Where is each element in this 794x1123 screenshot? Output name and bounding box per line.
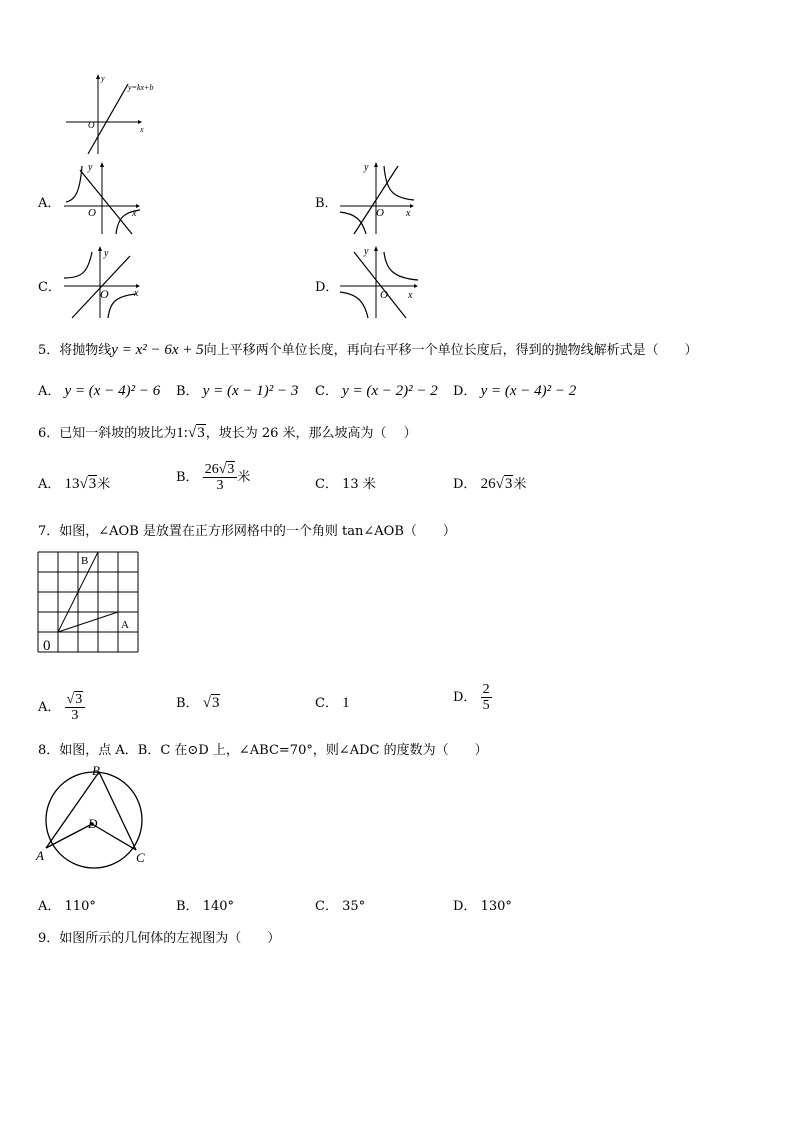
q8-option-c xyxy=(315,895,365,914)
option-text: 110° xyxy=(64,899,96,914)
origin-label: O xyxy=(88,207,96,219)
q4-option-c-graph xyxy=(60,244,144,320)
point-d-label: D xyxy=(88,816,98,831)
q7-option-a xyxy=(38,692,85,723)
fraction: $\frac{√3}{3}$ xyxy=(65,692,86,723)
question-7 xyxy=(38,520,456,539)
option-text: 13 米 xyxy=(342,477,376,492)
numerator: 2 xyxy=(482,682,490,697)
origin-label: O xyxy=(380,289,388,301)
fraction xyxy=(481,682,492,713)
math-expression: y = x² − 6x + 5 xyxy=(111,342,204,358)
question-number: 5． xyxy=(38,343,60,358)
x-label: x xyxy=(132,208,137,219)
option-text: 35° xyxy=(342,899,366,914)
point-a-label: A xyxy=(36,848,44,863)
radicand: 3 xyxy=(88,476,97,492)
y-label: y xyxy=(364,162,369,173)
option-letter: C． xyxy=(315,899,338,914)
question-text: 如图，∠AOB 是放置在正方形网格中的一个角则 tan∠AOB（ ） xyxy=(59,524,456,539)
option-letter: B． xyxy=(176,470,199,485)
option-letter: C． xyxy=(315,477,338,492)
point-a-label: A xyxy=(121,619,129,631)
line-equation-label: y=kx+b xyxy=(128,83,154,92)
q7-option-c xyxy=(315,692,350,712)
option-letter: D． xyxy=(453,899,477,914)
q6-option-d: D． 26√3米 xyxy=(453,476,527,492)
option-letter: B． xyxy=(176,899,199,914)
option-text: 130° xyxy=(480,899,512,914)
q7-option-b: B． √3 xyxy=(176,695,220,711)
question-number: 6． xyxy=(38,426,60,441)
question-text: 如图，点 A．B．C 在⊙D 上，∠ABC=70°，则∠ADC 的度数为（ ） xyxy=(59,743,488,758)
point-b-label: B xyxy=(92,763,100,778)
point-b-label: B xyxy=(81,555,89,567)
y-label: y xyxy=(104,248,109,259)
denominator: 3 xyxy=(71,708,79,723)
option-letter: D． xyxy=(453,690,477,705)
circle-figure xyxy=(34,762,154,870)
option-letter: A． xyxy=(38,477,61,492)
option-text: 1 xyxy=(342,695,350,711)
unit: 米 xyxy=(237,470,251,485)
option-expression: y = (x − 2)² − 2 xyxy=(342,383,438,399)
denominator: 3 xyxy=(216,478,224,493)
q4-option-a-graph xyxy=(60,160,144,236)
x-label: x xyxy=(134,288,139,299)
point-o-label: 0 xyxy=(43,638,51,654)
origin-label: O xyxy=(88,120,95,130)
radicand: 3 xyxy=(197,425,205,441)
denominator: 5 xyxy=(482,698,490,713)
q8-option-d xyxy=(453,895,512,914)
q6-option-c xyxy=(315,473,376,492)
q7-option-d xyxy=(453,682,492,713)
y-label: y xyxy=(364,246,369,257)
option-expression: y = (x − 1)² − 3 xyxy=(202,383,299,399)
point-c-label: C xyxy=(136,850,145,865)
radicand: 3 xyxy=(211,695,220,711)
option-expression: y = (x − 4)² − 6 xyxy=(64,383,161,399)
option-expression: y = (x − 4)² − 2 xyxy=(480,383,577,399)
question-text-post: ，坡长为 26 米，那么坡高为（ ） xyxy=(205,426,417,441)
x-axis-label: x xyxy=(140,125,144,134)
option-letter: C． xyxy=(315,696,338,711)
fraction: $\frac{26√3}{3}$ xyxy=(203,462,238,493)
q5-option-c xyxy=(315,380,438,400)
numerator-coef: 26 xyxy=(204,462,219,477)
option-letter: A． xyxy=(38,899,61,914)
option-letter: D． xyxy=(453,477,477,492)
grid-angle-figure xyxy=(36,550,142,660)
radicand: 3 xyxy=(75,692,83,707)
question-text-post: 向上平移两个单位长度，再向右平移一个单位长度后，得到的抛物线解析式是（ ） xyxy=(203,343,698,358)
option-text: 140° xyxy=(202,899,235,914)
q5-option-b xyxy=(176,380,298,400)
option-letter: C． xyxy=(315,384,338,399)
line-graph-figure xyxy=(62,72,168,156)
q4-option-b-graph xyxy=(336,160,420,236)
option-letter: D． xyxy=(453,384,477,399)
origin-label: O xyxy=(100,287,109,301)
q5-option-a xyxy=(38,380,160,400)
coefficient: 26 xyxy=(480,476,496,492)
y-label: y xyxy=(88,162,93,173)
question-text: 如图所示的几何体的左视图为（ ） xyxy=(59,931,281,946)
question-number: 8． xyxy=(38,743,60,758)
q5-option-d xyxy=(453,380,576,400)
question-9 xyxy=(38,927,280,946)
question-text-pre: 将抛物线 xyxy=(59,343,112,358)
q4-option-a-letter: A． xyxy=(38,196,61,211)
q8-option-a xyxy=(38,895,96,914)
question-8 xyxy=(38,739,488,758)
origin-label: O xyxy=(376,207,384,219)
coefficient: 13 xyxy=(64,476,80,492)
question-number: 7． xyxy=(38,524,60,539)
x-label: x xyxy=(408,290,413,301)
ratio-part: 1: xyxy=(176,425,188,441)
y-axis-label: y xyxy=(101,74,105,83)
q4-option-b-letter: B． xyxy=(315,196,338,211)
radicand: 3 xyxy=(504,476,513,492)
q6-option-a: A． 13√3米 xyxy=(38,476,111,492)
question-6: 6．已知一斜坡的坡比为1:√3，坡长为 26 米，那么坡高为（ ） xyxy=(38,425,417,441)
option-letter: B． xyxy=(176,696,199,711)
question-text-pre: 已知一斜坡的坡比为 xyxy=(59,426,177,441)
question-number: 9． xyxy=(38,931,60,946)
option-letter: A． xyxy=(38,700,61,715)
q4-option-d-letter: D． xyxy=(315,280,339,295)
unit: 米 xyxy=(513,477,527,492)
unit: 米 xyxy=(97,477,111,492)
question-5 xyxy=(38,339,698,359)
option-letter: A． xyxy=(38,384,61,399)
q4-option-c-letter: C． xyxy=(38,280,61,295)
q8-option-b xyxy=(176,895,234,914)
option-letter: B． xyxy=(176,384,199,399)
q4-option-d-graph xyxy=(336,244,422,320)
q6-option-b xyxy=(176,462,250,493)
radicand: 3 xyxy=(227,462,235,477)
x-label: x xyxy=(406,208,411,219)
